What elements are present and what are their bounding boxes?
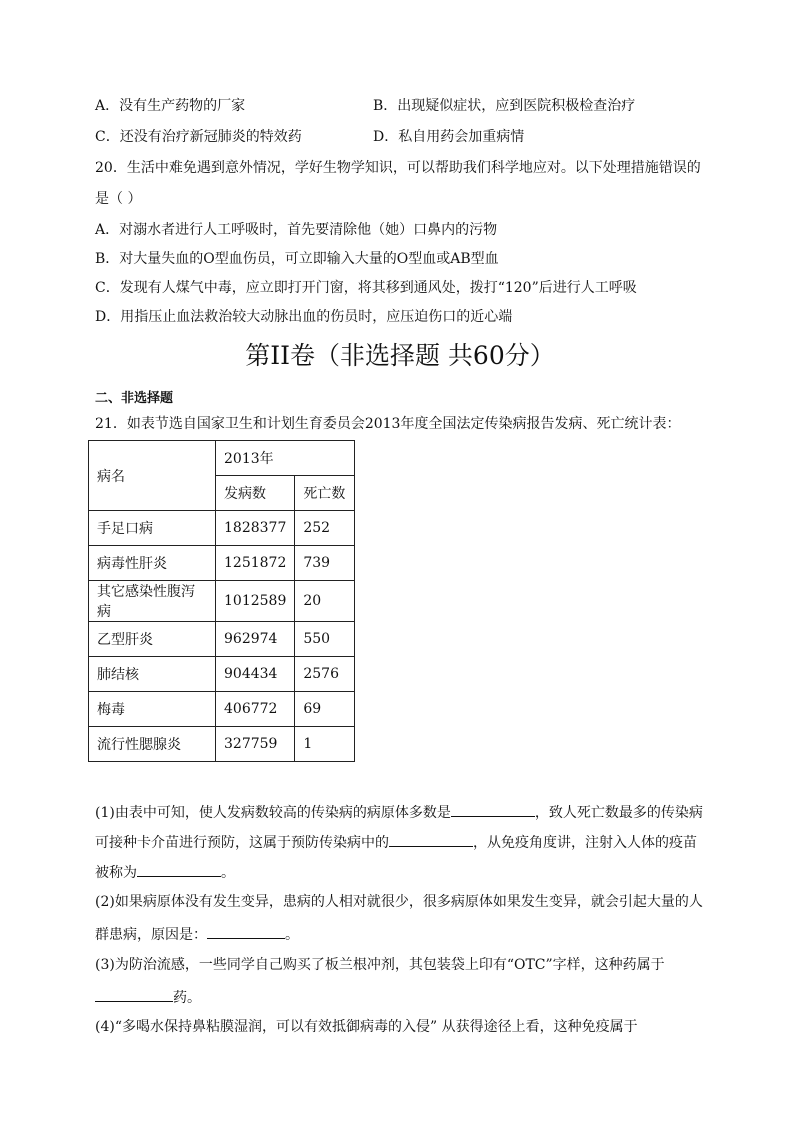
cell-disease: 肺结核 — [89, 657, 216, 692]
q21-part2-line2 — [95, 924, 299, 945]
q21-part2-text-a: 群患病，原因是： — [95, 927, 207, 943]
table-row — [89, 657, 355, 692]
disease-stats-table — [88, 440, 355, 762]
cell-disease: 其它感染性腹泻病 — [89, 581, 216, 622]
q20-option-a: A．对溺水者进行人工呼吸时，首先要清除他（她）口鼻内的污物 — [95, 222, 498, 238]
cell-cases: 406772 — [216, 692, 295, 727]
q21-part3-line1: (3)为防治流感，一些同学自己购买了板兰根冲剂，其包装袋上印有“OTC”字样，这种药属于 — [95, 957, 665, 973]
cell-disease: 梅毒 — [89, 692, 216, 727]
q21-part3-line2 — [95, 987, 201, 1008]
cell-deaths: 550 — [295, 622, 355, 657]
table-row — [89, 622, 355, 657]
table-row — [89, 727, 355, 762]
cell-disease: 流行性腮腺炎 — [89, 727, 216, 762]
q21-part1-text-c: 可接种卡介苗进行预防，这属于预防传染病中的 — [95, 835, 389, 851]
cell-cases: 327759 — [216, 727, 295, 762]
q19-option-a: A．没有生产药物的厂家 — [95, 98, 246, 114]
q20-stem-line2: 是（ ） — [95, 191, 142, 207]
header-cases: 发病数 — [216, 476, 295, 511]
cell-deaths: 69 — [295, 692, 355, 727]
q21-part1-text-e: 被称为 — [95, 865, 137, 881]
cell-cases: 962974 — [216, 622, 295, 657]
q21-intro: 21．如表节选自国家卫生和计划生育委员会2013年度全国法定传染病报告发病、死亡统计表： — [95, 416, 681, 432]
cell-cases: 1828377 — [216, 511, 295, 546]
answer-blank[interactable] — [137, 862, 221, 877]
q21-part1-text-b: ，致人死亡数最多的传染病 — [534, 805, 703, 821]
q21-part1-text-d: ，从免疫角度讲，注射入人体的疫苗 — [473, 835, 697, 851]
cell-cases: 1251872 — [216, 546, 295, 581]
table-row — [89, 692, 355, 727]
section-heading: 二、非选择题 — [95, 391, 174, 406]
cell-deaths: 739 — [295, 546, 355, 581]
q21-part2-text-b: 。 — [285, 927, 299, 943]
q21-part1-line3 — [95, 862, 235, 883]
answer-blank[interactable] — [95, 987, 173, 1002]
q21-part1-line2 — [95, 832, 697, 853]
cell-deaths: 252 — [295, 511, 355, 546]
cell-cases: 904434 — [216, 657, 295, 692]
q20-option-d: D．用指压止血法救治较大动脉出血的伤员时，应压迫伤口的近心端 — [95, 309, 513, 325]
table-header-row — [89, 441, 355, 476]
q20-stem-line1: 20．生活中难免遇到意外情况，学好生物学知识，可以帮助我们科学地应对。以下处理措施错误的 — [95, 160, 701, 176]
table-row — [89, 581, 355, 622]
cell-deaths: 20 — [295, 581, 355, 622]
q21-part4-line1: (4)“多喝水保持鼻粘膜湿润，可以有效抵御病毒的入侵” 从获得途径上看，这种免疫属于 — [95, 1019, 638, 1035]
q21-part1-text-a: (1)由表中可知，使人发病数较高的传染病的病原体多数是 — [95, 805, 451, 821]
q21-part1-line1 — [95, 802, 703, 823]
cell-deaths: 1 — [295, 727, 355, 762]
header-deaths: 死亡数 — [295, 476, 355, 511]
q20-option-b: B．对大量失血的O型血伤员，可立即输入大量的O型血或AB型血 — [95, 251, 499, 267]
q19-option-c: C．还没有治疗新冠肺炎的特效药 — [95, 129, 302, 145]
table-row — [89, 511, 355, 546]
header-year: 2013年 — [216, 441, 355, 476]
q21-part1-text-f: 。 — [221, 865, 235, 881]
table-row — [89, 546, 355, 581]
q21-part3-text-b: 药。 — [173, 990, 201, 1006]
cell-disease: 手足口病 — [89, 511, 216, 546]
cell-disease: 乙型肝炎 — [89, 622, 216, 657]
cell-deaths: 2576 — [295, 657, 355, 692]
answer-blank[interactable] — [451, 802, 535, 817]
answer-blank[interactable] — [207, 924, 285, 939]
q21-part2-line1: (2)如果病原体没有发生变异，患病的人相对就很少，很多病原体如果发生变异，就会引起大量的人 — [95, 894, 703, 910]
header-disease-name: 病名 — [89, 441, 216, 511]
cell-disease: 病毒性肝炎 — [89, 546, 216, 581]
cell-cases: 1012589 — [216, 581, 295, 622]
part2-title: 第II卷（非选择题 共60分） — [245, 341, 555, 370]
q19-option-d: D．私自用药会加重病情 — [373, 129, 525, 145]
q19-option-b: B．出现疑似症状，应到医院积极检查治疗 — [373, 98, 636, 114]
q20-option-c: C．发现有人煤气中毒，应立即打开门窗，将其移到通风处，拨打“120”后进行人工呼吸 — [95, 280, 637, 296]
answer-blank[interactable] — [389, 832, 473, 847]
